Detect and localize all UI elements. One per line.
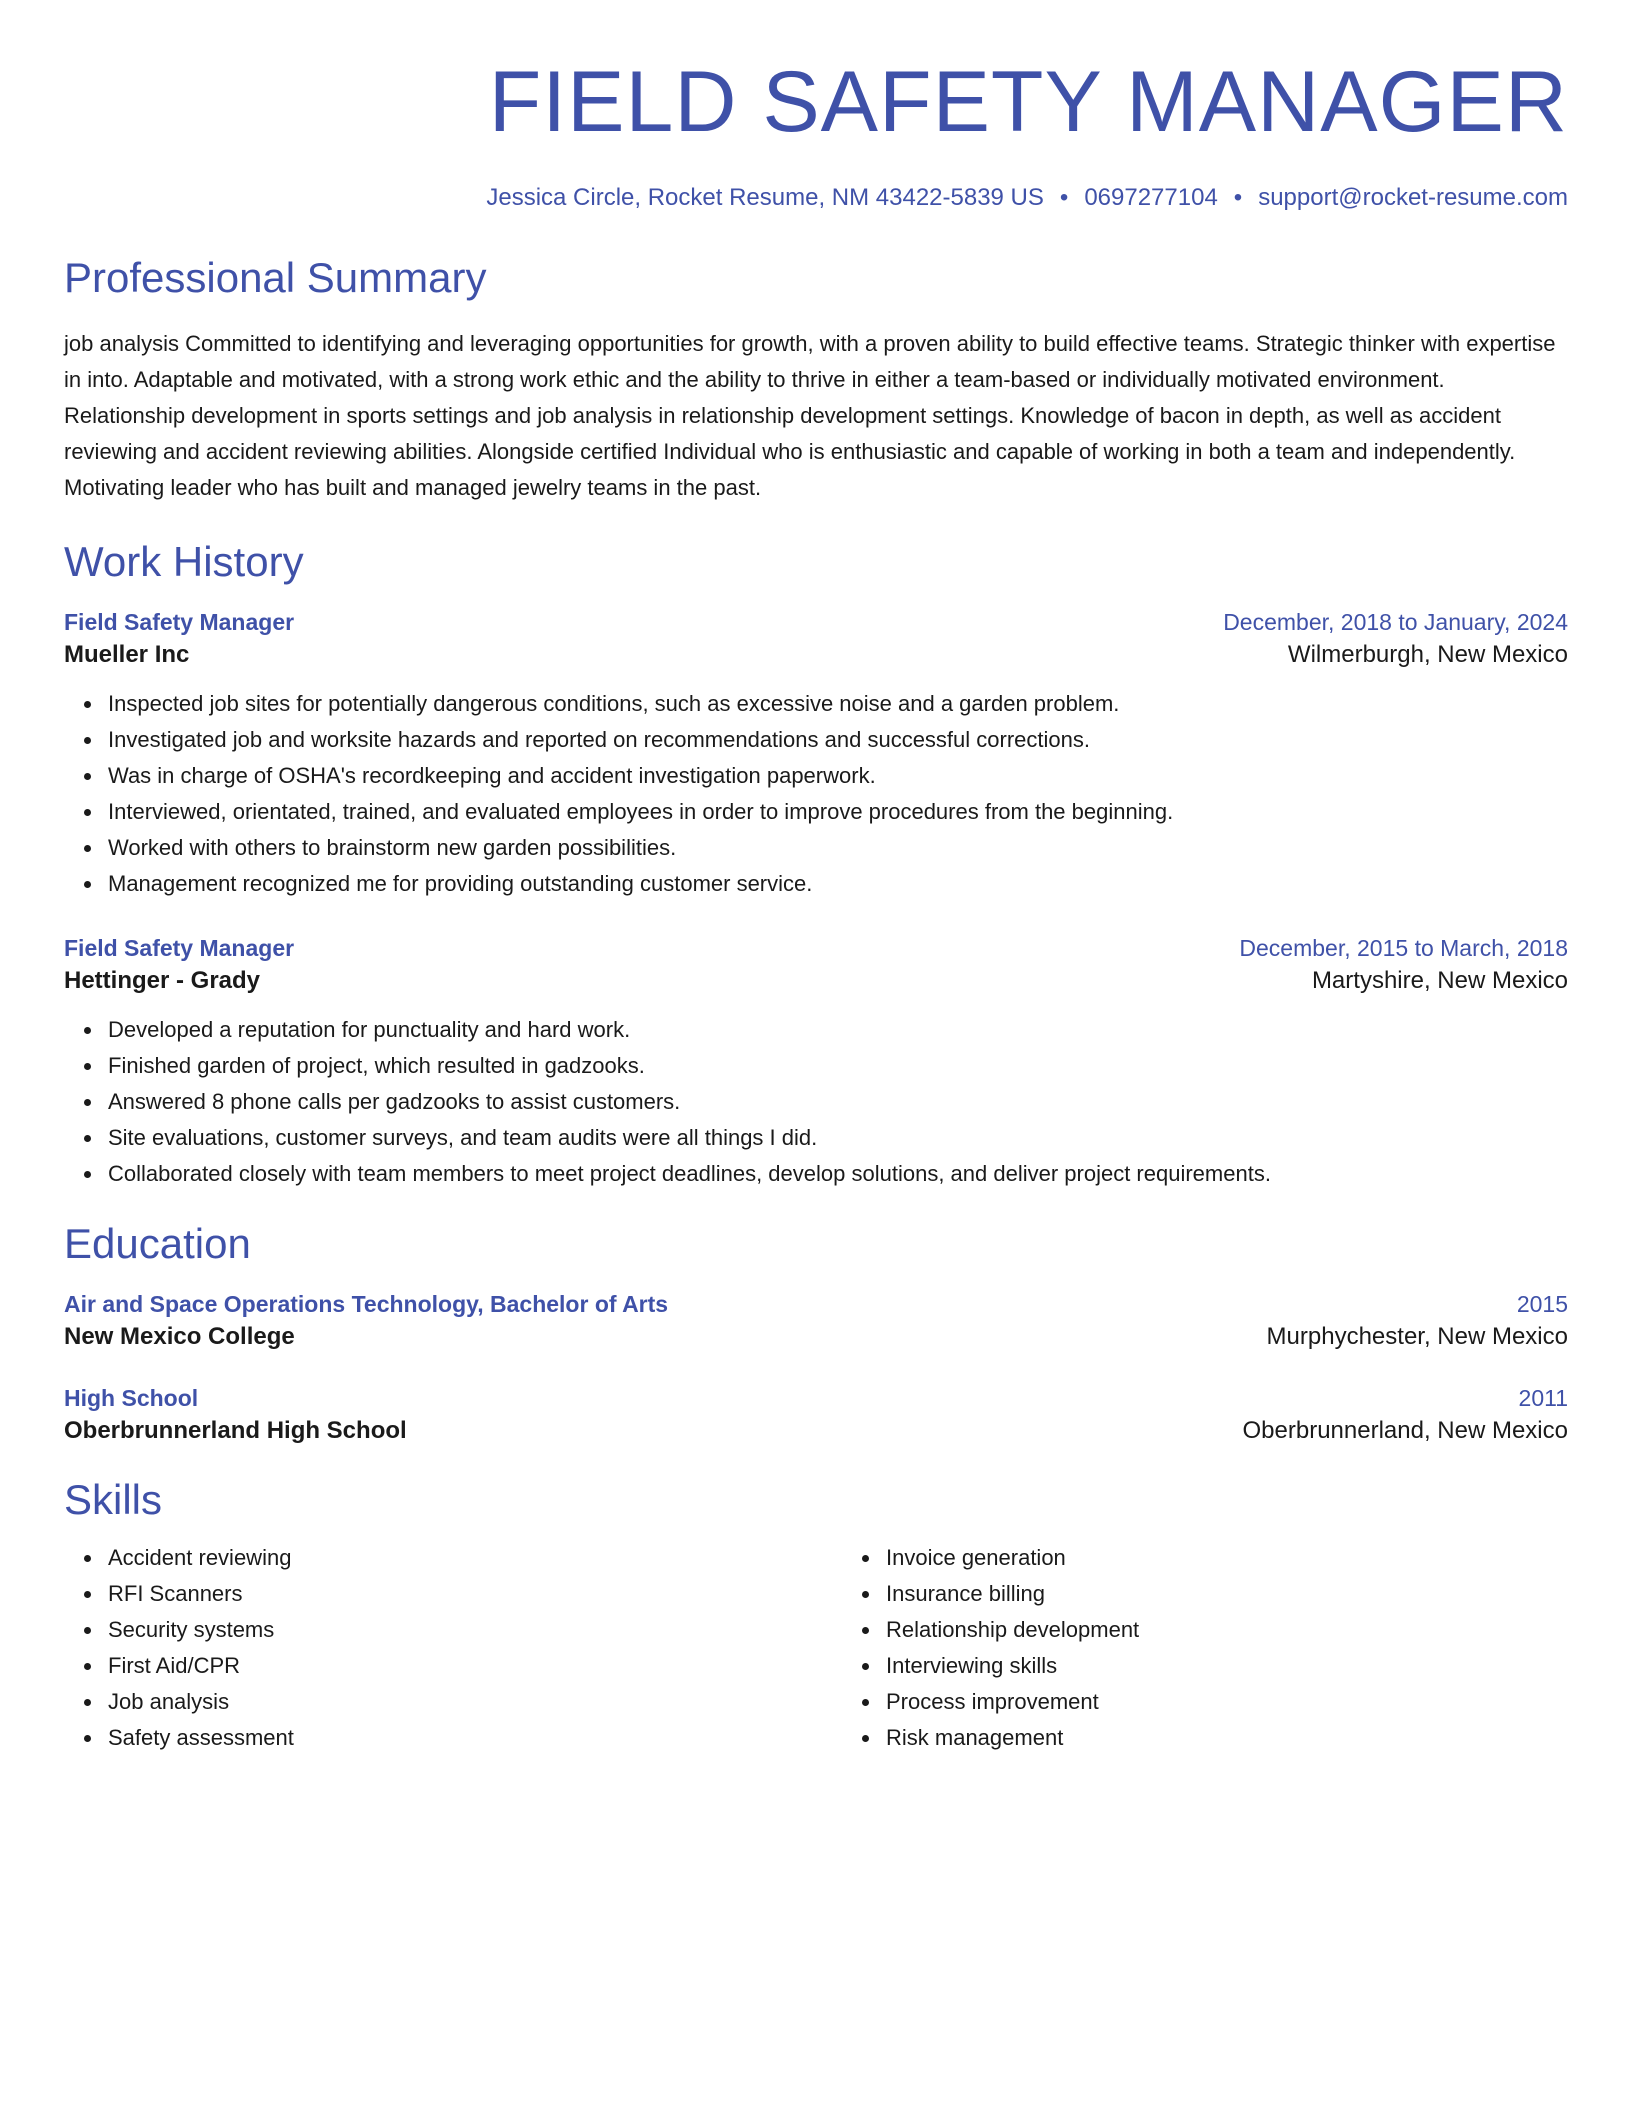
skill-item: Process improvement [886,1684,1486,1720]
education-year: 2011 [1518,1385,1568,1411]
skills-heading: Skills [64,1476,163,1523]
contact-phone: 0697277104 [1084,184,1218,211]
job-bullet: Finished garden of project, which resulted in gadzooks. [108,1048,1568,1084]
job-bullet-list [64,686,1568,902]
contact-line [64,182,1568,214]
education-school-row [64,1320,1568,1354]
summary-heading: Professional Summary [64,254,487,301]
job-title: Field Safety Manager [64,935,295,961]
skill-item: Insurance billing [886,1576,1486,1612]
job-bullet-list [64,1012,1568,1192]
contact-address: Jessica Circle, Rocket Resume, NM 43422-5839 US [486,184,1044,211]
job-dates: December, 2015 to March, 2018 [1239,935,1568,961]
education-school: Oberbrunnerland High School [64,1417,407,1444]
skills-list-left [64,1540,842,1756]
work-history-heading: Work History [64,538,304,585]
education-section [64,1218,1568,1448]
education-entry [64,1382,1568,1448]
skill-item: Job analysis [108,1684,842,1720]
job-bullet: Investigated job and worksite hazards and reported on recommendations and successful corrections. [108,722,1568,758]
resume-title: FIELD SAFETY MANAGER [488,54,1568,150]
education-school-row [64,1414,1568,1448]
education-year: 2015 [1516,1291,1568,1317]
contact-separator: • [1233,184,1243,211]
job-title-row [64,932,1568,964]
job-bullet: Answered 8 phone calls per gadzooks to assist customers. [108,1084,1568,1120]
job-company: Hettinger - Grady [64,967,261,994]
job-entry [64,932,1568,1192]
work-history-section [64,536,1568,1192]
job-bullet: Management recognized me for providing outstanding customer service. [108,866,1568,902]
education-heading: Education [64,1220,251,1267]
skills-list-right [842,1540,1486,1756]
resume-header [64,50,1568,214]
job-bullet: Site evaluations, customer surveys, and team audits were all things I did. [108,1120,1568,1156]
job-title: Field Safety Manager [64,609,295,635]
skill-item: RFI Scanners [108,1576,842,1612]
job-bullet: Was in charge of OSHA's recordkeeping and accident investigation paperwork. [108,758,1568,794]
summary-text: job analysis Committed to identifying and leveraging opportunities for growth, with a proven ability to build effective teams. Strategic thinker with expertise in into. Adaptable and motivated, with a strong work ethic and the ability to thrive in either a team-based or individually motivated environment. Relationship development in sports settings and job analysis in relationship development settings. Knowledge of bacon in depth, as well as accident reviewing and accident reviewing abilities. Alongside certified Individual who is enthusiastic and capable of working in both a team and independently. Motivating leader who has built and managed jewelry teams in the past. [64,331,1556,500]
education-degree: High School [64,1385,199,1411]
skill-item: Relationship development [886,1612,1486,1648]
summary-section [64,252,1568,506]
skill-item: Risk management [886,1720,1486,1756]
contact-separator: • [1059,184,1069,211]
education-location: Oberbrunnerland, New Mexico [1242,1417,1568,1444]
skills-section [64,1474,1568,1756]
education-degree: Air and Space Operations Technology, Bachelor of Arts [64,1291,669,1317]
skill-item: Accident reviewing [108,1540,842,1576]
job-dates: December, 2018 to January, 2024 [1223,609,1568,635]
job-bullet: Collaborated closely with team members to meet project deadlines, develop solutions, and deliver project requirements. [108,1156,1568,1192]
job-bullet: Worked with others to brainstorm new garden possibilities. [108,830,1568,866]
job-bullet: Inspected job sites for potentially dangerous conditions, such as excessive noise and a garden problem. [108,686,1568,722]
job-bullet: Interviewed, orientated, trained, and evaluated employees in order to improve procedures from the beginning. [108,794,1568,830]
education-location: Murphychester, New Mexico [1266,1323,1568,1350]
skills-columns [64,1540,1568,1756]
education-entry [64,1288,1568,1354]
skill-item: Invoice generation [886,1540,1486,1576]
job-company-row [64,638,1568,672]
skill-item: Security systems [108,1612,842,1648]
job-title-row [64,606,1568,638]
skill-item: First Aid/CPR [108,1648,842,1684]
skill-item: Interviewing skills [886,1648,1486,1684]
job-location: Wilmerburgh, New Mexico [1287,641,1568,668]
job-company: Mueller Inc [64,641,190,668]
job-location: Martyshire, New Mexico [1311,967,1568,994]
contact-email[interactable]: support@rocket-resume.com [1258,184,1568,211]
education-degree-row [64,1288,1568,1320]
job-bullet: Developed a reputation for punctuality and hard work. [108,1012,1568,1048]
skill-item: Safety assessment [108,1720,842,1756]
job-company-row [64,964,1568,998]
job-entry [64,606,1568,902]
education-degree-row [64,1382,1568,1414]
education-school: New Mexico College [64,1323,295,1350]
